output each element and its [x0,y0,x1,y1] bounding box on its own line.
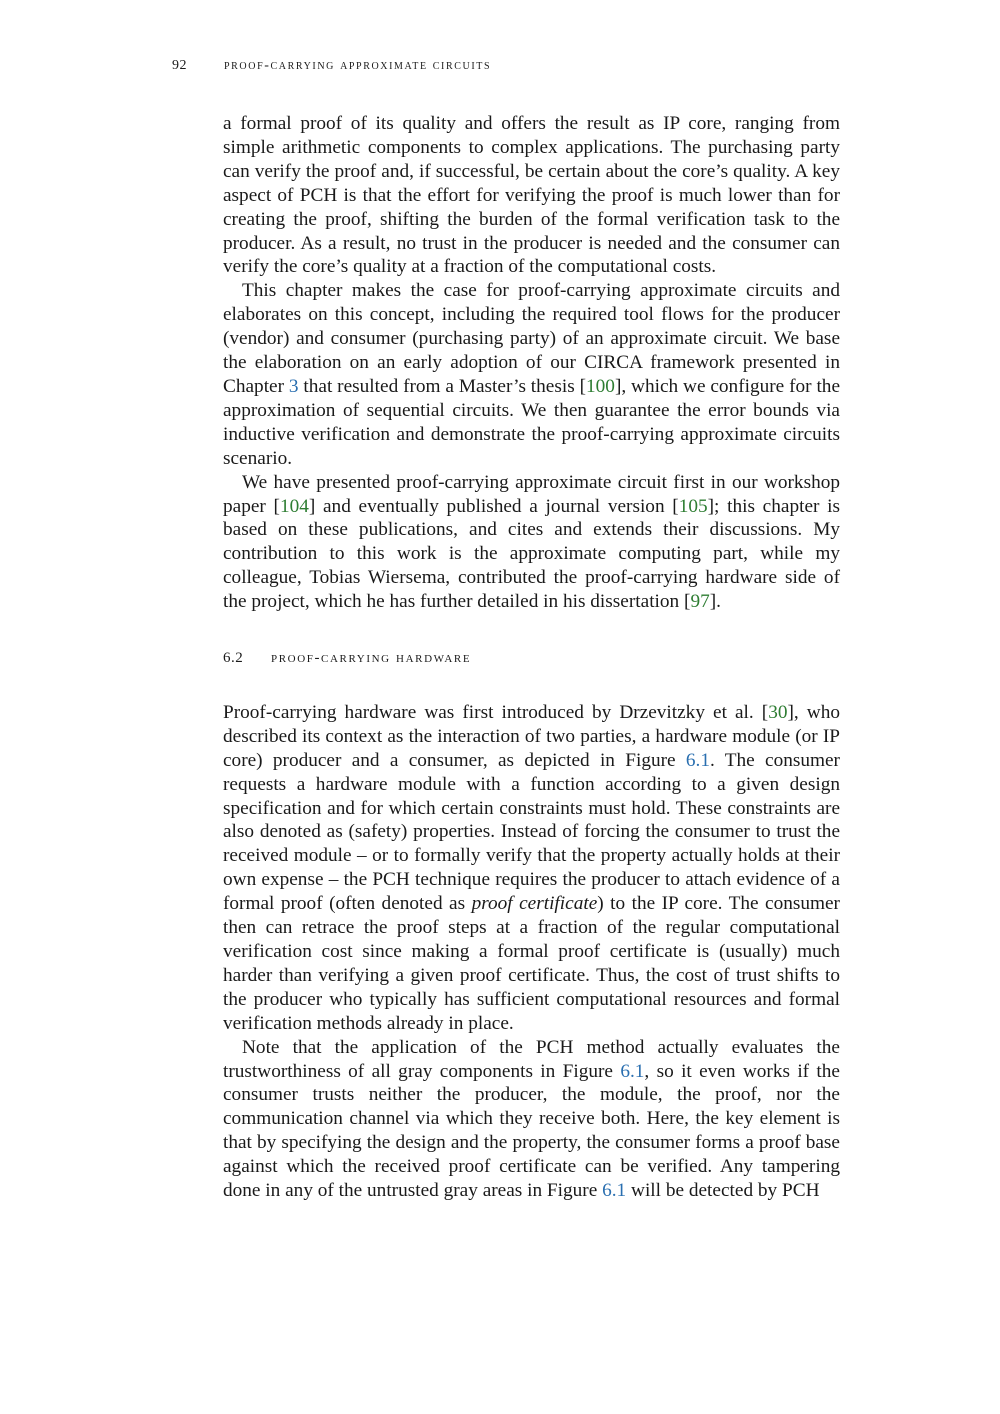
paragraph-4-text-c: . The consumer requests a hardware module with a function according to a given design specification and for which certain constraints must hold. These constraints are also denoted as (safety) properties. Instead of forcing the consumer to trust the received module – or to formally verify that the property actually holds at their own expense – the PCH technique requires the producer to attach evidence of a formal proof (often denoted as [223,749,840,915]
paragraph-5 [223,1036,840,1203]
figure-reference-link[interactable]: 6.1 [620,1060,645,1082]
emphasis-term: proof certificate [471,893,598,915]
paragraph-4 [223,701,840,1036]
paragraph-5-text-a: Note that the application of the PCH method actually evaluates the trustworthiness of all gray components in Figure [223,1036,840,1082]
paragraph-1-text: a formal proof of its quality and offers the result as IP core, ranging from simple arithmetic components to complex applications. The purchasing party can verify the proof and, if successful, be certain about the core’s quality. A key aspect of PCH is that the effort for verifying the proof is much lower than for creating the proof, shifting the burden of the formal verification task to the producer. As a result, no trust in the producer is needed and the consumer can verify the core’s quality at a fraction of the computational costs. [223,113,840,278]
chapter-title: proof-carrying approximate circuits [224,58,492,73]
citation-link-30[interactable]: 30 [768,701,788,723]
section-title: proof-carrying hardware [271,650,472,667]
paragraph-5-text-c: will be detected by PCH [626,1180,820,1202]
paragraph-2 [223,279,840,470]
citation-link-104[interactable]: 104 [279,495,309,517]
paragraph-3-text-b: ] and eventually published a journal version [ [308,495,679,517]
page-number: 92 [172,58,187,73]
paragraph-4-text-a: Proof-carrying hardware was first introduced by Drzevitzky et al. [ [223,701,769,723]
citation-link-100[interactable]: 100 [586,375,615,397]
citation-link-97[interactable]: 97 [690,591,710,613]
running-header [172,58,872,74]
paragraph-2-text-b: that resulted from a Master’s thesis [ [298,375,587,397]
paragraph-3-text-a: We have presented proof-carrying approximate circuit first in our workshop paper [ [223,471,840,517]
paragraph-2-text-c: ], which we configure for the approximation of sequential circuits. We then guarantee the error bounds via inductive verification and demonstrate the proof-carrying approximate circuits scenario. [223,375,840,469]
paragraph-3-text-d: ]. [709,591,721,613]
paragraph-2-text-a: This chapter makes the case for proof-carrying approximate circuits and elaborates on this concept, including the required tool flows for the producer (vendor) and consumer (purchasing party) of an approximate circuit. We base the elaboration on an early adoption of our CIRCA framework presented in Chapter [223,280,840,397]
figure-reference-link[interactable]: 6.1 [685,749,710,771]
section-heading [223,647,840,671]
paragraph-1 [223,112,840,279]
citation-link-105[interactable]: 105 [678,495,708,517]
paragraph-4-text-b: ], who described its context as the interaction of two parties, a hardware module (or IP core) producer and a consumer, as depicted in Figure [223,701,840,771]
paragraph-4-text-d: ) to the IP core. The consumer then can retrace the proof steps at a fraction of the regular computational verification cost since making a formal proof certificate is (usually) much harder than verifying a given proof certificate. Thus, the cost of trust shifts to the producer who typically has sufficient computational resources and formal verification methods already in place. [223,893,840,1034]
paragraph-3-text-c: ]; this chapter is based on these publications, and cites and extends their discussions. My contribution to this work is the approximate computing part, while my colleague, Tobias Wiersema, contributed the proof-carrying hardware side of the project, which he has further detailed in his dissertation [ [223,495,840,613]
section-number: 6.2 [223,650,244,667]
paragraph-5-text-b: , so it even works if the consumer trusts neither the producer, the module, the proof, nor the communication channel via which they receive both. Here, the key element is that by specifying the design and the property, the consumer forms a proof base against which the received proof certificate can be verified. Any tampering done in any of the untrusted gray areas in Figure [223,1060,840,1202]
body-text [223,112,840,1203]
paragraph-3 [223,471,840,614]
chapter-reference-link[interactable]: 3 [288,375,299,397]
figure-reference-link[interactable]: 6.1 [602,1180,627,1202]
